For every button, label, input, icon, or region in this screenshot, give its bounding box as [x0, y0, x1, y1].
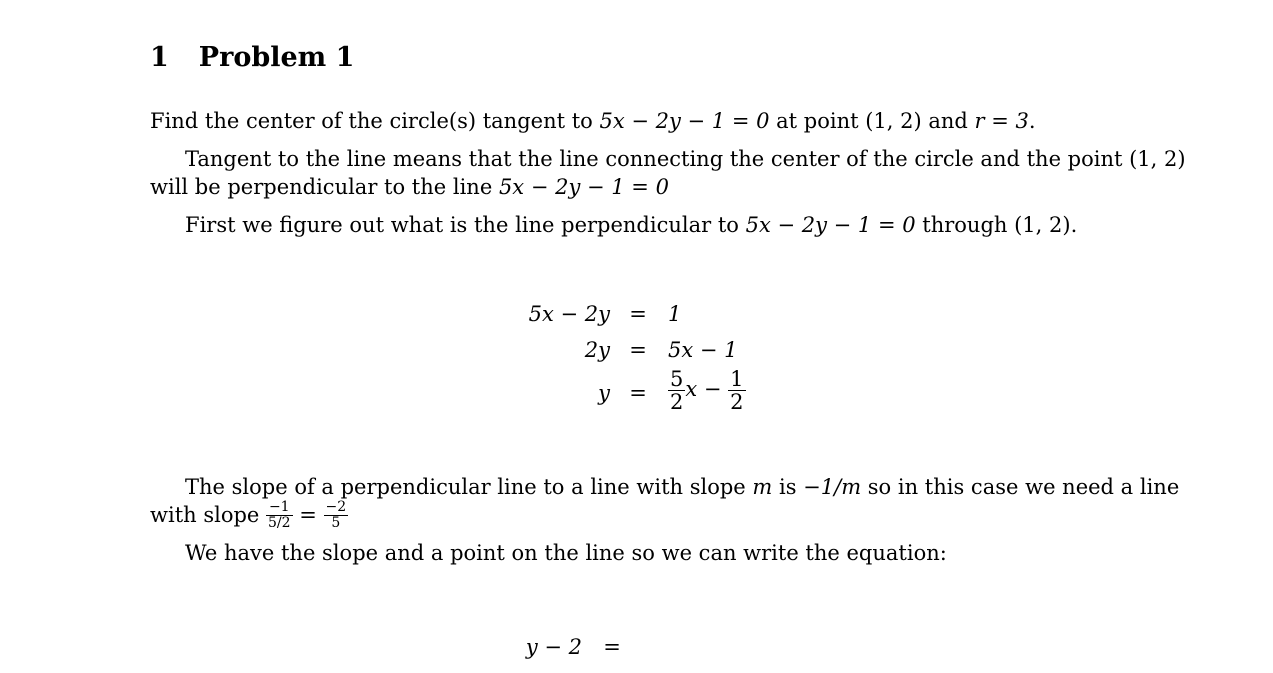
- equation-equals: =: [629, 381, 647, 405]
- fraction: [728, 368, 745, 413]
- equation-term: x −: [685, 377, 729, 402]
- fraction-denominator: 2: [730, 390, 744, 415]
- paragraph-tangent-line1: [185, 147, 1186, 171]
- paragraph-variable: m: [752, 475, 773, 499]
- paragraph-text: Tangent to the line means that the line connecting the center of the circle and the point: [185, 147, 1130, 171]
- problem-text-and: and: [921, 109, 975, 133]
- paragraph-first: [185, 213, 1077, 237]
- fraction: [266, 500, 293, 530]
- problem-point: (1, 2): [865, 109, 922, 133]
- fraction-denominator: 2: [670, 390, 684, 415]
- equation-rhs: [668, 368, 746, 413]
- equation-lhs: y − 2: [525, 635, 582, 659]
- problem-radius: r = 3: [974, 109, 1029, 133]
- paragraph-slope-line2: [150, 500, 348, 530]
- paragraph-text: so in this case we need a line: [861, 475, 1180, 499]
- problem-equation: 5x − 2y − 1 = 0: [599, 109, 770, 133]
- fraction-numerator: −1: [266, 500, 293, 516]
- paragraph-expression: −1/m: [803, 475, 862, 499]
- equation-rhs: 5x − 1: [668, 338, 738, 362]
- paragraph-point: (1, 2): [1129, 147, 1186, 171]
- problem-text-at: at point: [769, 109, 866, 133]
- fraction: [324, 500, 349, 530]
- problem-text: Find the center of the circle(s) tangent to: [150, 109, 600, 133]
- paragraph-text: The slope of a perpendicular line to a line with slope: [185, 475, 753, 499]
- section-heading: [150, 42, 354, 73]
- fraction-numerator: 1: [730, 367, 744, 391]
- paragraph-point: (1, 2): [1014, 213, 1071, 237]
- section-title: Problem 1: [198, 42, 355, 73]
- paragraph-text: First we figure out what is the line perpendicular to: [185, 213, 746, 237]
- fraction-numerator: 5: [670, 367, 684, 391]
- paragraph-tangent-line2: [150, 175, 669, 199]
- paragraph-equation: 5x − 2y − 1 = 0: [745, 213, 916, 237]
- paragraph-text: through: [915, 213, 1015, 237]
- paragraph-equation: 5x − 2y − 1 = 0: [498, 175, 669, 199]
- paragraph-text: is: [772, 475, 804, 499]
- paragraph-have: We have the slope and a point on the line so we can write the equation:: [185, 541, 947, 565]
- paragraph-text: will be perpendicular to the line: [150, 175, 499, 199]
- paragraph-slope-line1: [185, 475, 1179, 499]
- fraction: [668, 368, 685, 413]
- equation-lhs: 5x − 2y: [528, 302, 610, 326]
- equals-sign: =: [292, 503, 324, 528]
- equation-rhs: 1: [668, 302, 682, 326]
- fraction-denominator: 5/2: [268, 514, 291, 531]
- problem-text-end: .: [1028, 109, 1036, 133]
- equation-equals: =: [629, 302, 647, 326]
- fraction-denominator: 5: [331, 514, 341, 531]
- paragraph-text: with slope: [150, 503, 267, 528]
- equation-equals: =: [603, 635, 621, 659]
- equation-lhs: 2y: [584, 338, 610, 362]
- problem-statement: [150, 109, 1036, 133]
- section-number: 1: [150, 42, 169, 73]
- fraction-numerator: −2: [325, 499, 347, 515]
- equation-lhs: y: [598, 381, 610, 405]
- equation-equals: =: [629, 338, 647, 362]
- paragraph-text: .: [1070, 213, 1078, 237]
